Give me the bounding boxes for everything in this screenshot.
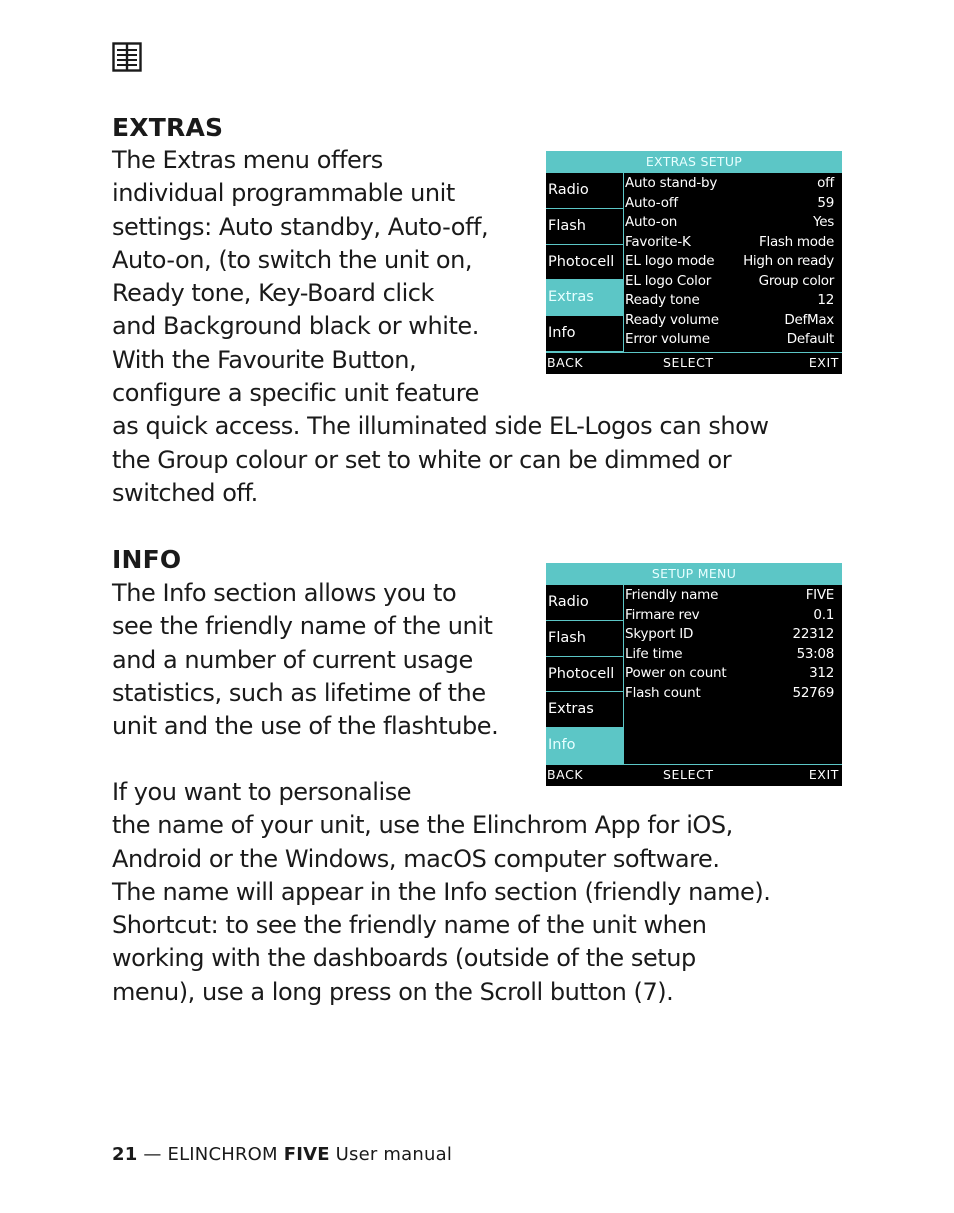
screen-row-value: FIVE — [805, 587, 834, 603]
screen-nav-item: Info — [546, 728, 623, 764]
screen-nav-item: Extras — [546, 692, 623, 728]
screen-row-value: 12 — [817, 292, 834, 308]
screen-row-value: Yes — [813, 214, 834, 230]
footer-brand: FIVE — [283, 1144, 330, 1165]
text-line: menu), use a long press on the Scroll button (7). — [112, 977, 674, 1006]
screen-nav-item: Radio — [546, 585, 623, 621]
screen-row-label: Ready tone — [625, 292, 700, 308]
screen-divider — [623, 173, 624, 352]
screen-row-value: Flash mode — [759, 233, 834, 250]
screen-row — [625, 330, 834, 350]
book-icon — [112, 42, 142, 72]
screen-nav-item: Radio — [546, 173, 623, 209]
screen-row-label: Auto-off — [625, 194, 678, 211]
text-line: The name will appear in the Info section (friendly name). — [112, 877, 771, 906]
screen-row-label: Auto stand-by — [625, 175, 718, 191]
extras-heading: EXTRAS — [112, 113, 224, 142]
screen-nav-item: Flash — [546, 621, 623, 657]
screen-row — [625, 606, 834, 626]
info-paragraph — [112, 577, 498, 743]
screen-rows — [625, 586, 834, 703]
text-line: Android or the Windows, macOS computer software. — [112, 844, 720, 873]
screen-row-value: Default — [786, 331, 834, 347]
screen-row — [625, 664, 834, 684]
screen-row — [625, 586, 834, 606]
screen-row-label: Auto-on — [625, 214, 678, 230]
text-line: configure a specific unit feature — [112, 379, 479, 408]
back-softkey: BACK — [547, 767, 584, 782]
text-line: working with the dashboards (outside of the setup — [112, 944, 696, 973]
text-line: If you want to personalise — [112, 778, 412, 806]
footer-rest: User manual — [329, 1144, 453, 1165]
screen-footer — [546, 352, 842, 374]
screen-row-label: EL logo Color — [625, 272, 712, 289]
text-line: With the Favourite Button, — [112, 345, 417, 374]
back-softkey: BACK — [547, 355, 584, 370]
text-line: The Info section allows you to — [112, 579, 457, 607]
select-softkey: SELECT — [663, 355, 714, 370]
select-softkey: SELECT — [663, 767, 714, 782]
text-line: settings: Auto standby, Auto-off, — [112, 212, 489, 241]
screen-row — [625, 213, 834, 233]
text-line: The Extras menu offers — [112, 146, 383, 174]
screen-row-value: 52769 — [792, 684, 834, 701]
screen-row-value: Group color — [758, 272, 834, 289]
screen-row-label: Favorite-K — [625, 233, 691, 250]
screen-row — [625, 311, 834, 331]
screen-row-label: Ready volume — [625, 311, 719, 328]
screen-nav-item: Info — [546, 316, 623, 352]
text-line: Shortcut: to see the friendly name of the unit when — [112, 911, 707, 940]
screen-title: EXTRAS SETUP — [546, 151, 842, 173]
text-line: statistics, such as lifetime of the — [112, 678, 486, 707]
text-line: switched off. — [112, 478, 258, 507]
screen-row-value: 59 — [817, 194, 834, 211]
page-footer — [112, 1144, 452, 1165]
screen-title: SETUP MENU — [546, 563, 842, 585]
screen-row-value: DefMax — [784, 311, 834, 328]
screen-row — [625, 684, 834, 704]
screen-row — [625, 174, 834, 194]
screen-nav-item: Photocell — [546, 657, 623, 693]
exit-softkey: EXIT — [808, 355, 839, 370]
screen-row-label: Friendly name — [625, 587, 719, 603]
screen-nav-item: Flash — [546, 209, 623, 245]
screen-row-label: Power on count — [625, 665, 727, 681]
info-heading: INFO — [112, 545, 182, 574]
text-line: and Background black or white. — [112, 312, 479, 341]
screen-row — [625, 625, 834, 645]
screen-nav-item: Photocell — [546, 245, 623, 281]
screen-row — [625, 194, 834, 214]
screen-row-value: High on ready — [743, 253, 834, 269]
screen-row-label: EL logo mode — [625, 253, 715, 269]
screen-nav — [546, 173, 623, 352]
screen-rows — [625, 174, 834, 350]
screen-row-value: 53:08 — [796, 645, 834, 662]
screen-row-label: Firmare rev — [625, 606, 700, 623]
text-line: and a number of current usage — [112, 645, 473, 674]
text-line: the Group colour or set to white or can be dimmed or — [112, 445, 732, 474]
text-line: unit and the use of the flashtube. — [112, 712, 499, 741]
screen-row-value: 22312 — [792, 626, 834, 642]
screen-row — [625, 272, 834, 292]
screen-row-value: 0.1 — [813, 606, 834, 623]
info-paragraph-2 — [112, 776, 770, 1009]
screen-row — [625, 233, 834, 253]
screen-nav — [546, 585, 623, 764]
screen-row — [625, 645, 834, 665]
screen-nav-item: Extras — [546, 280, 623, 316]
page-number: 21 — [112, 1144, 138, 1165]
text-line: the name of your unit, use the Elinchrom App for iOS, — [112, 811, 733, 840]
text-line: as quick access. The illuminated side EL-Logos can show — [112, 412, 769, 441]
screen-row — [625, 252, 834, 272]
screen-row — [625, 291, 834, 311]
setup-menu-screen — [546, 563, 842, 786]
screen-footer — [546, 764, 842, 786]
screen-row-label: Skyport ID — [625, 626, 694, 642]
screen-row-value: 312 — [809, 665, 834, 681]
screen-row-value: off — [817, 175, 834, 191]
extras-setup-screen — [546, 151, 842, 374]
footer-separator: — ELINCHROM — [137, 1144, 284, 1165]
text-line: Ready tone, Key-Board click — [112, 279, 434, 308]
exit-softkey: EXIT — [808, 767, 839, 782]
text-line: Auto-on, (to switch the unit on, — [112, 245, 473, 274]
screen-row-label: Life time — [625, 645, 683, 662]
screen-divider — [623, 585, 624, 764]
text-line: individual programmable unit — [112, 179, 455, 208]
screen-row-label: Flash count — [625, 684, 701, 701]
text-line: see the friendly name of the unit — [112, 612, 493, 641]
screen-row-label: Error volume — [625, 331, 710, 347]
